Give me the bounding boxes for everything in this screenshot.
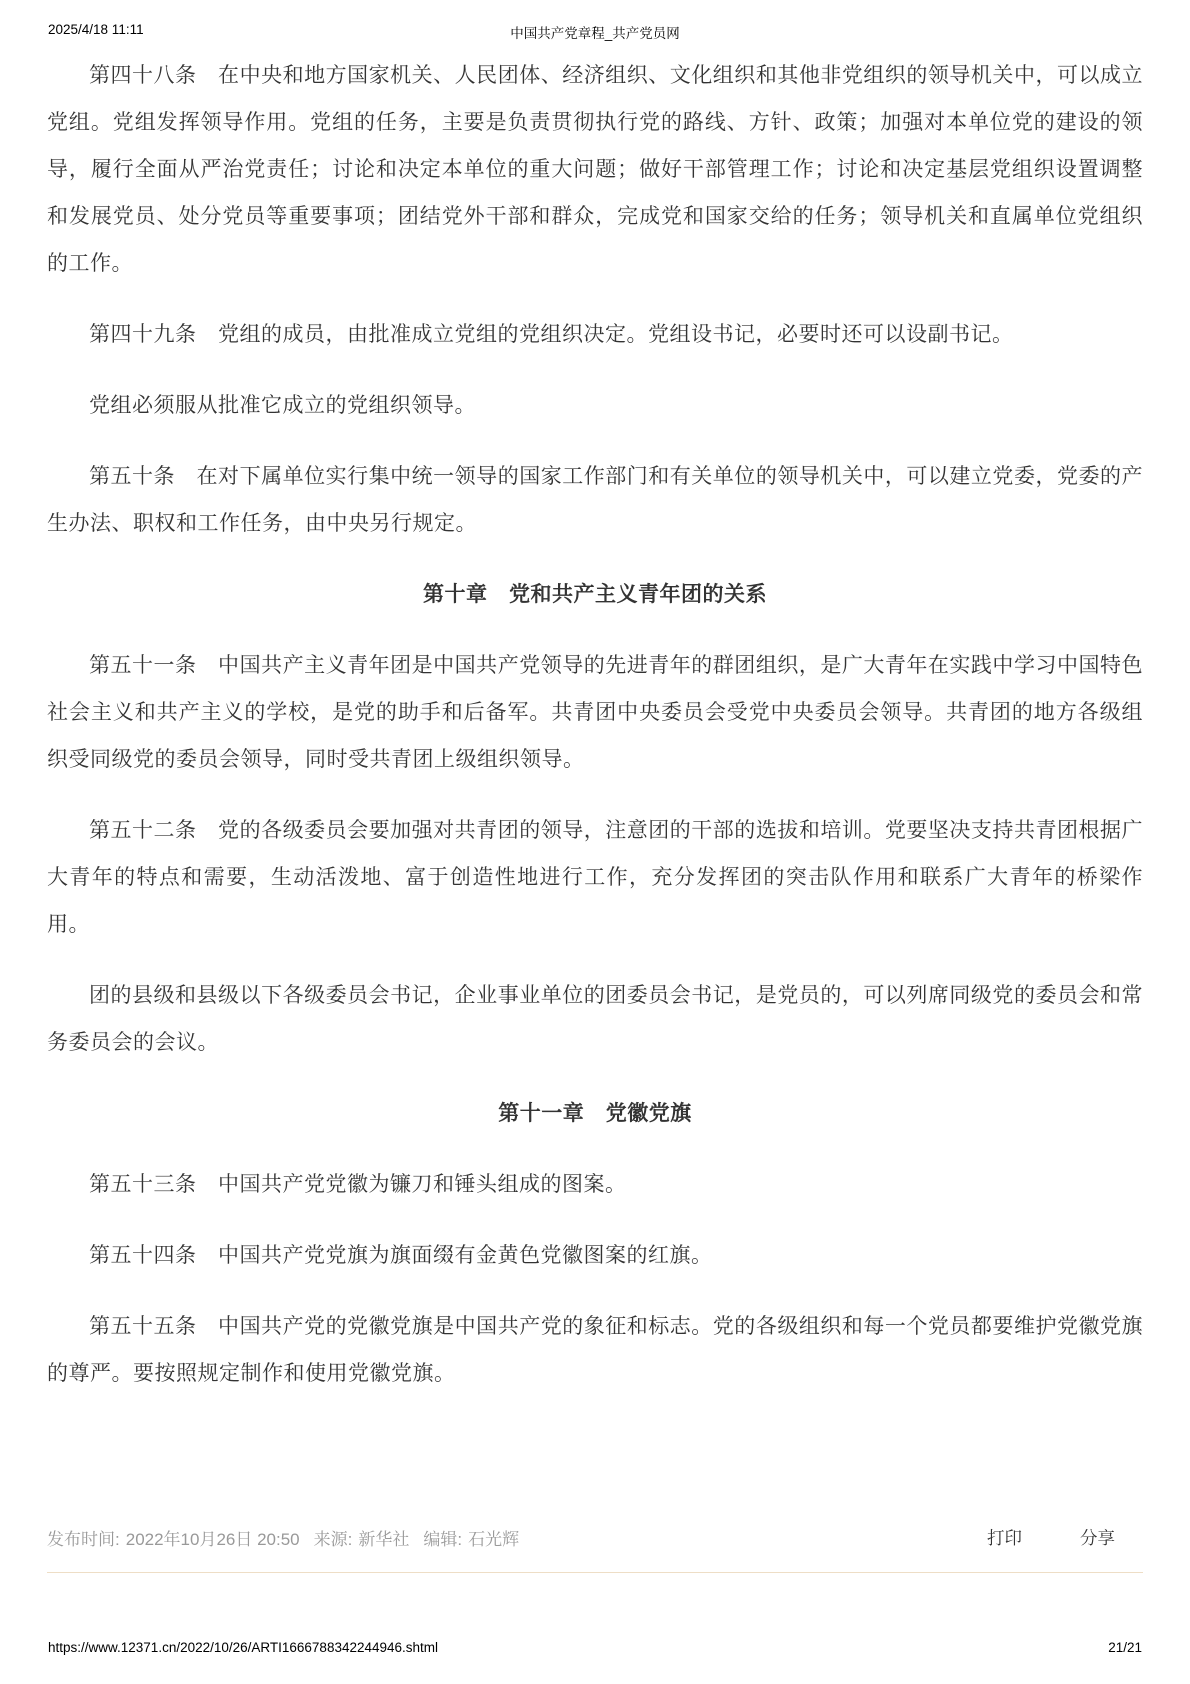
source-value: 新华社: [358, 1529, 410, 1549]
meta-actions: [987, 1525, 1143, 1550]
article-body: [47, 52, 1143, 1397]
article-paragraph: 第五十三条 中国共产党党徽为镰刀和锤头组成的图案。: [89, 1173, 627, 1196]
share-button[interactable]: 分享: [1080, 1525, 1115, 1550]
page-number: 21/21: [1108, 1640, 1142, 1655]
chapter-heading: 第十章 党和共产主义青年团的关系: [423, 583, 767, 606]
article-paragraph: 团的县级和县级以下各级委员会书记，企业事业单位的团委员会书记，是党员的，可以列席同级党的委员会和常务委员会的会议。: [47, 984, 1143, 1054]
print-header: [48, 22, 1142, 40]
published-label: 发布时间:: [47, 1529, 120, 1549]
article-paragraph: 第四十九条 党组的成员，由批准成立党组的党组织决定。党组设书记，必要时还可以设副书记。: [89, 323, 1014, 346]
editor-value: 石光辉: [468, 1529, 520, 1549]
article-paragraph: 第五十一条 中国共产主义青年团是中国共产党领导的先进青年的群团组织，是广大青年在实践中学习中国特色社会主义和共产主义的学校，是党的助手和后备军。共青团中央委员会受党中央委员会领导。共青团的地方各级组织受同级党的委员会领导，同时受共青团上级组织领导。: [47, 654, 1143, 771]
publish-info: [47, 1525, 519, 1550]
editor-label: 编辑:: [423, 1529, 463, 1549]
publish-meta-bar: [47, 1516, 1143, 1558]
chapter-heading: 第十一章 党徽党旗: [498, 1102, 692, 1125]
source-label: 来源:: [313, 1529, 353, 1549]
footer-url: https://www.12371.cn/2022/10/26/ARTI1666788342244946.shtml: [48, 1640, 439, 1655]
article-paragraph: 党组必须服从批准它成立的党组织领导。: [89, 394, 476, 417]
article-paragraph: 第五十条 在对下属单位实行集中统一领导的国家工作部门和有关单位的领导机关中，可以建立党委，党委的产生办法、职权和工作任务，由中央另行规定。: [47, 465, 1143, 535]
published-value: 2022年10月26日 20:50: [125, 1529, 300, 1549]
meta-divider: [47, 1572, 1143, 1573]
article-paragraph: 第五十二条 党的各级委员会要加强对共青团的领导，注意团的干部的选拔和培训。党要坚决支持共青团根据广大青年的特点和需要，生动活泼地、富于创造性地进行工作，充分发挥团的突击队作用和联系广大青年的桥梁作用。: [47, 819, 1143, 936]
article-paragraph: 第四十八条 在中央和地方国家机关、人民团体、经济组织、文化组织和其他非党组织的领导机关中，可以成立党组。党组发挥领导作用。党组的任务，主要是负责贯彻执行党的路线、方针、政策；加强对本单位党的建设的领导，履行全面从严治党责任；讨论和决定本单位的重大问题；做好干部管理工作；讨论和决定基层党组织设置调整和发展党员、处分党员等重要事项；团结党外干部和群众，完成党和国家交给的任务；领导机关和直属单位党组织的工作。: [47, 64, 1143, 275]
article-paragraph: 第五十四条 中国共产党党旗为旗面缀有金黄色党徽图案的红旗。: [89, 1244, 713, 1267]
print-footer: [48, 1640, 1142, 1658]
article-paragraph: 第五十五条 中国共产党的党徽党旗是中国共产党的象征和标志。党的各级组织和每一个党员都要维护党徽党旗的尊严。要按照规定制作和使用党徽党旗。: [47, 1315, 1143, 1385]
print-button[interactable]: 打印: [987, 1525, 1022, 1550]
document-title: 中国共产党章程_共产党员网: [510, 26, 680, 41]
print-datetime: 2025/4/18 11:11: [48, 22, 144, 37]
